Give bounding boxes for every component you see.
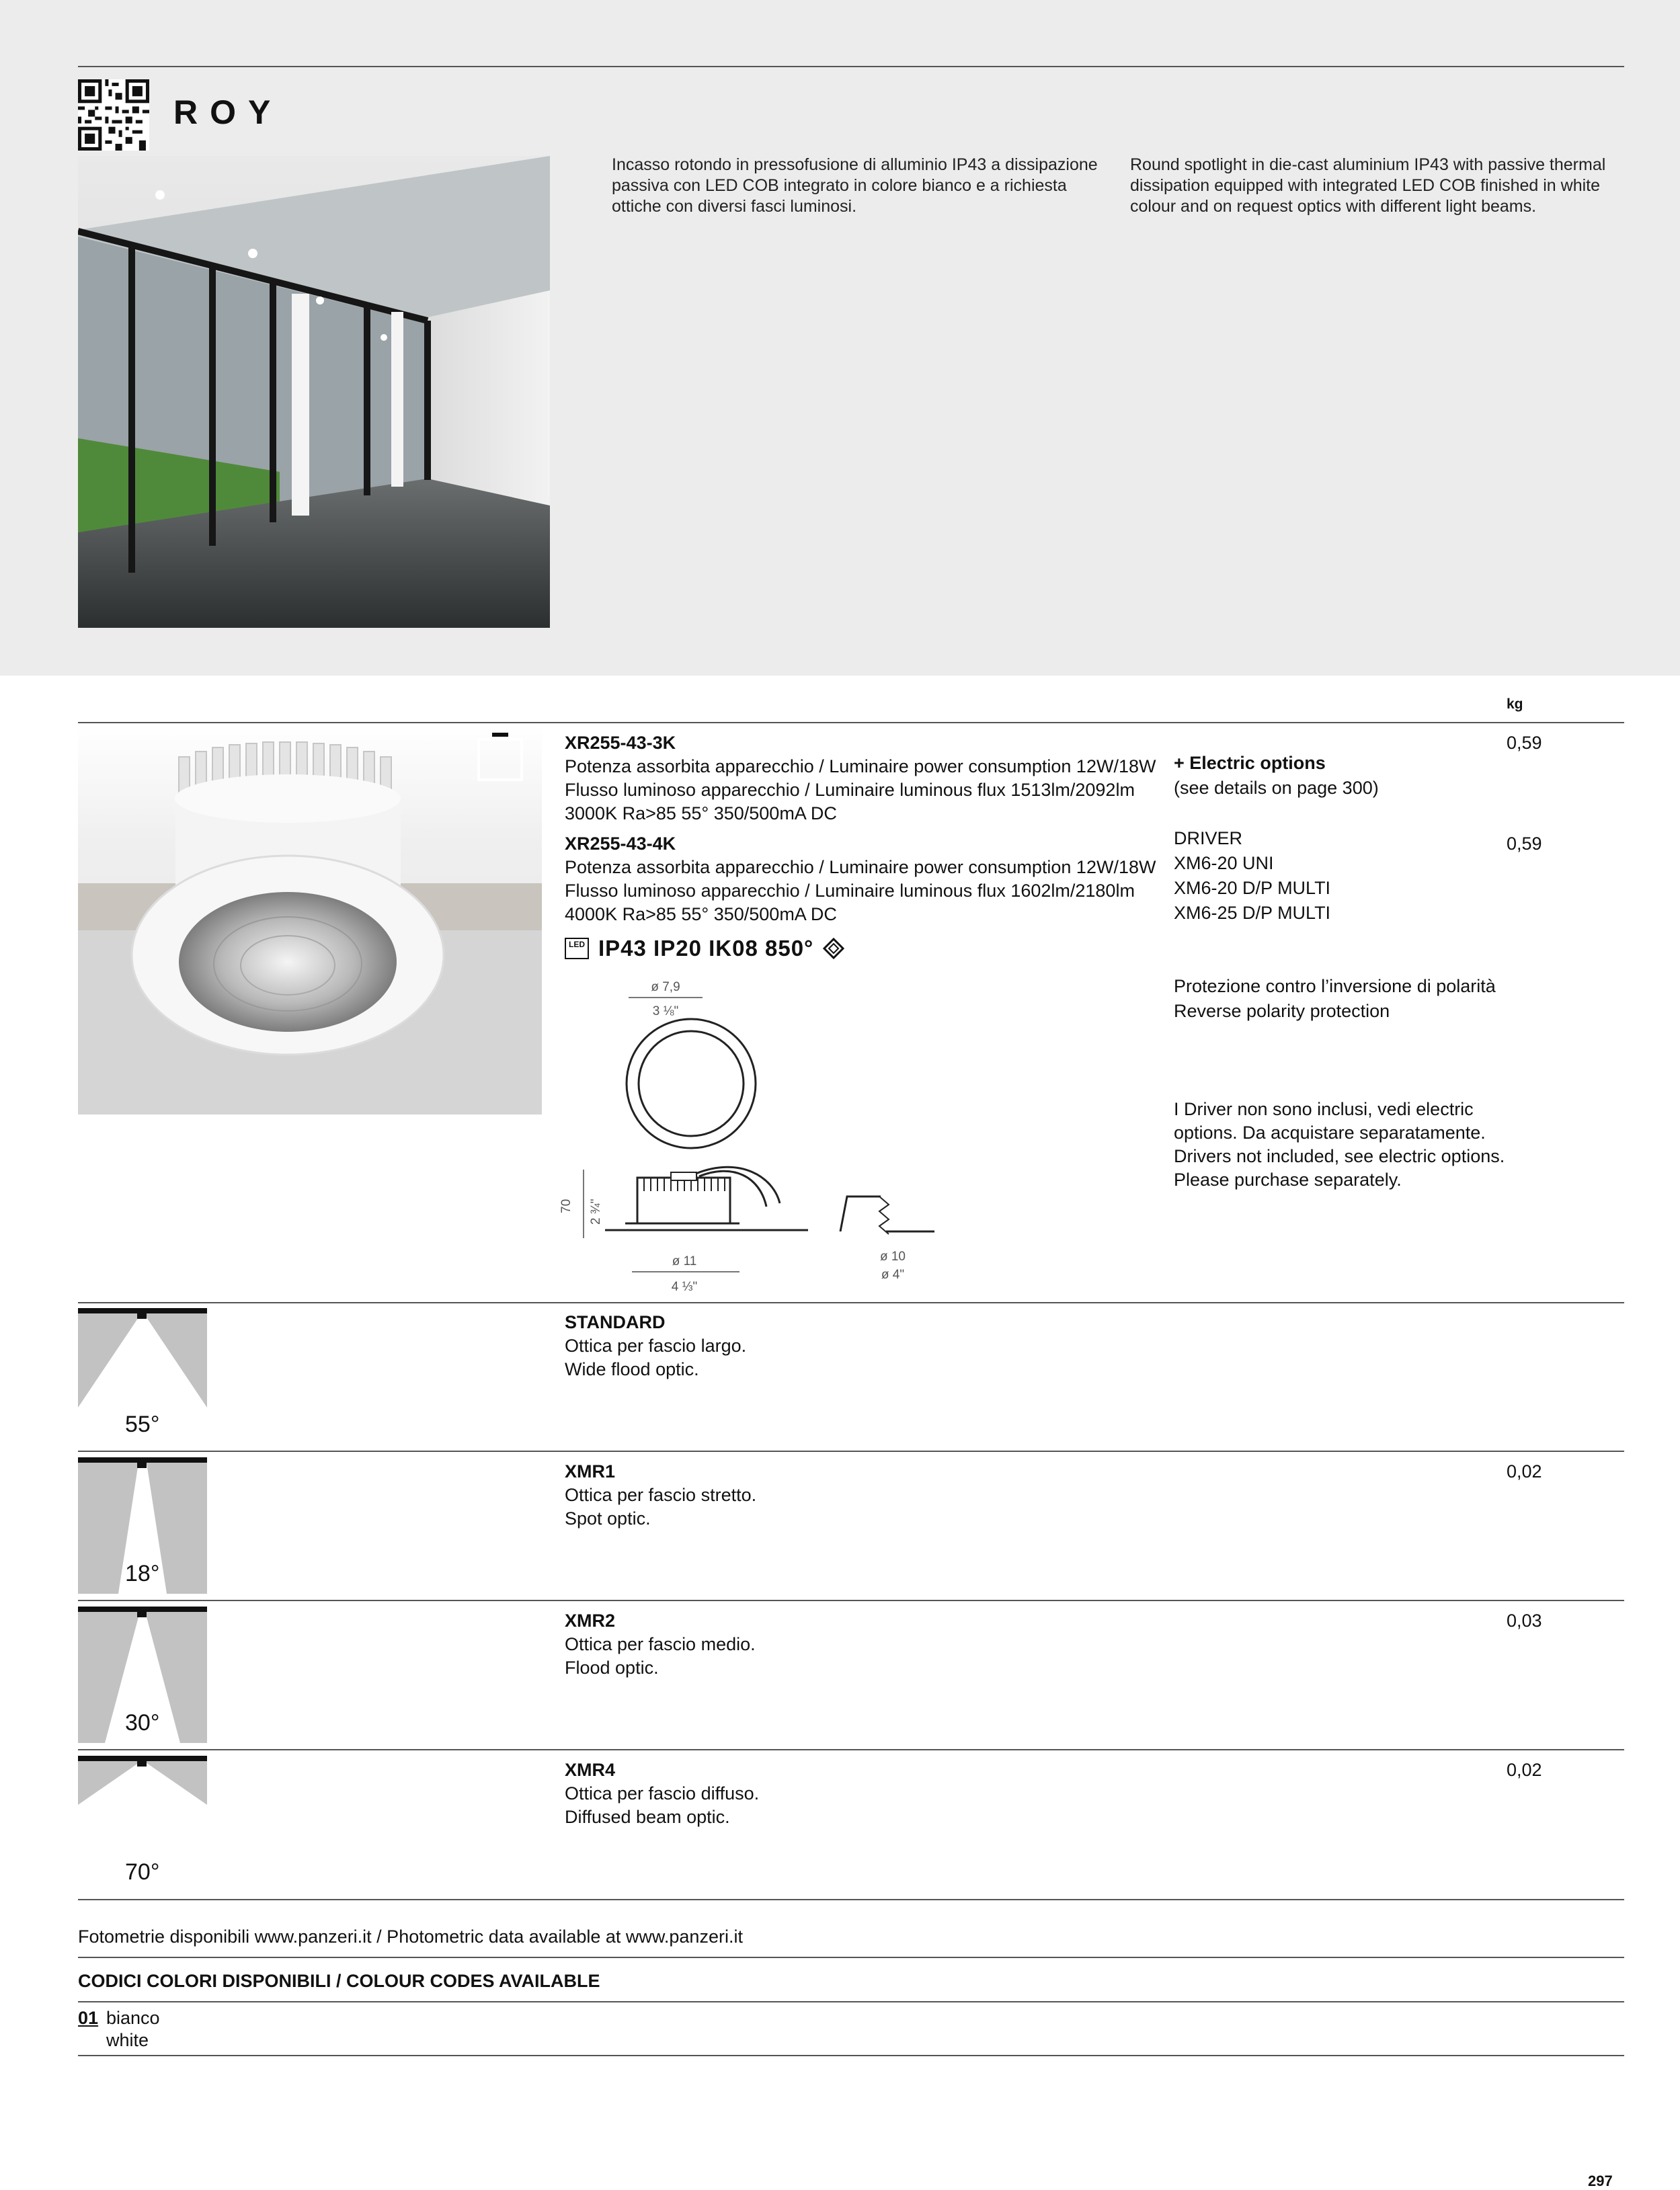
optic-desc-english: Spot optic.	[565, 1508, 651, 1529]
table-rule	[78, 1899, 1624, 1900]
top-rule	[78, 66, 1624, 67]
table-rule	[78, 2055, 1624, 2056]
optic-desc-italian: Ottica per fascio largo.	[565, 1336, 747, 1356]
base-diameter-mm: ø 11	[672, 1254, 697, 1268]
photometry-note: Fotometrie disponibili www.panzeri.it / Photometric data available at www.panzeri.it	[78, 1927, 743, 1947]
product-photo	[78, 723, 542, 1114]
item-spec: 4000K Ra>85 55° 350/500mA DC	[565, 904, 837, 924]
base-diameter-in: 4 ⅓"	[671, 1280, 698, 1294]
item-flux: Flusso luminoso apparecchio / Luminaire luminous flux 1513lm/2092lm	[565, 780, 1135, 800]
weight-column-header: kg	[1507, 696, 1523, 712]
table-rule	[78, 1749, 1624, 1750]
technical-drawing	[558, 975, 948, 1304]
item-spec: 3000K Ra>85 55° 350/500mA DC	[565, 803, 837, 823]
driver-item: XM6-20 D/P MULTI	[1174, 878, 1331, 898]
table-rule	[78, 1600, 1624, 1601]
optic-desc-english: Diffused beam optic.	[565, 1807, 730, 1827]
height-mm: 70	[559, 1199, 573, 1213]
beam-angle-label: 70°	[125, 1859, 160, 1885]
driver-label: DRIVER	[1174, 828, 1243, 848]
driver-item: XM6-25 D/P MULTI	[1174, 903, 1331, 923]
interior-photo	[78, 156, 550, 628]
optic-desc-english: Flood optic.	[565, 1658, 659, 1678]
item-weight: 0,59	[1507, 834, 1542, 854]
page-number: 297	[1588, 2173, 1613, 2189]
optic-weight: 0,03	[1507, 1611, 1542, 1631]
item-weight: 0,59	[1507, 733, 1542, 753]
beam-angle-label: 55°	[125, 1412, 160, 1437]
optic-code: XMR1	[565, 1461, 616, 1482]
optic-desc-italian: Ottica per fascio diffuso.	[565, 1783, 760, 1803]
driver-note-line: Drivers not included, see electric options.	[1174, 1146, 1505, 1166]
optic-code: STANDARD	[565, 1312, 666, 1332]
top-diameter-in: 3 ⅛"	[652, 1004, 679, 1018]
table-rule	[78, 1451, 1624, 1452]
optic-weight: 0,02	[1507, 1760, 1542, 1780]
driver-note-line: Please purchase separately.	[1174, 1170, 1402, 1190]
colour-name-italian: bianco	[106, 2008, 160, 2028]
beam-angle-label: 30°	[125, 1710, 160, 1736]
recessed-mount-icon	[476, 731, 524, 782]
item-power: Potenza assorbita apparecchio / Luminaire power consumption 12W/18W	[565, 756, 1156, 776]
table-rule	[78, 2001, 1624, 2002]
safety-diamond-icon	[823, 938, 844, 959]
item-code: XR255-43-4K	[565, 834, 676, 854]
item-power: Potenza assorbita apparecchio / Luminaire power consumption 12W/18W	[565, 857, 1156, 877]
top-diameter-mm: ø 7,9	[651, 980, 680, 994]
driver-note-line: I Driver non sono inclusi, vedi electric	[1174, 1099, 1474, 1119]
description-italian: Incasso rotondo in pressofusione di alluminio IP43 a dissipazione passiva con LED COB integrato in colore bianco e a richiesta ottiche con diversi fasci luminosi.	[612, 155, 1098, 216]
colour-code: 01	[78, 2008, 99, 2028]
cutout-diameter-mm: ø 10	[879, 1250, 906, 1264]
optic-code: XMR2	[565, 1611, 616, 1631]
ratings-text: IP43 IP20 IK08 850°	[598, 936, 814, 961]
optic-weight: 0,02	[1507, 1461, 1542, 1482]
description-english: Round spotlight in die-cast aluminium IP43 with passive thermal dissipation equipped with integrated LED COB finished in white colour and on request optics with different light beams.	[1130, 155, 1606, 216]
item-code: XR255-43-3K	[565, 733, 676, 753]
optic-code: XMR4	[565, 1760, 616, 1780]
protection-italian: Protezione contro l’inversione di polarità	[1174, 976, 1496, 996]
table-rule	[78, 1957, 1624, 1958]
optic-desc-italian: Ottica per fascio medio.	[565, 1634, 756, 1654]
optic-desc-italian: Ottica per fascio stretto.	[565, 1485, 757, 1505]
electric-options-subtitle: (see details on page 300)	[1174, 778, 1379, 798]
optic-desc-english: Wide flood optic.	[565, 1359, 699, 1379]
product-title: ROY	[173, 93, 283, 131]
colour-codes-header: CODICI COLORI DISPONIBILI / COLOUR CODES AVAILABLE	[78, 1971, 600, 1991]
qr-code-icon	[78, 79, 149, 151]
item-flux: Flusso luminoso apparecchio / Luminaire luminous flux 1602lm/2180lm	[565, 881, 1135, 901]
ratings-row	[565, 936, 844, 961]
protection-english: Reverse polarity protection	[1174, 1001, 1390, 1021]
cutout-diameter-in: ø 4"	[881, 1268, 905, 1282]
electric-options-title: + Electric options	[1174, 753, 1326, 773]
table-rule	[78, 1302, 1624, 1303]
driver-item: XM6-20 UNI	[1174, 853, 1274, 873]
driver-note-line: options. Da acquistare separatamente.	[1174, 1123, 1486, 1143]
led-badge-icon: LED	[565, 938, 589, 959]
height-in: 2 ¾"	[589, 1199, 603, 1225]
colour-name-english: white	[106, 2030, 149, 2050]
beam-angle-label: 18°	[125, 1561, 160, 1586]
